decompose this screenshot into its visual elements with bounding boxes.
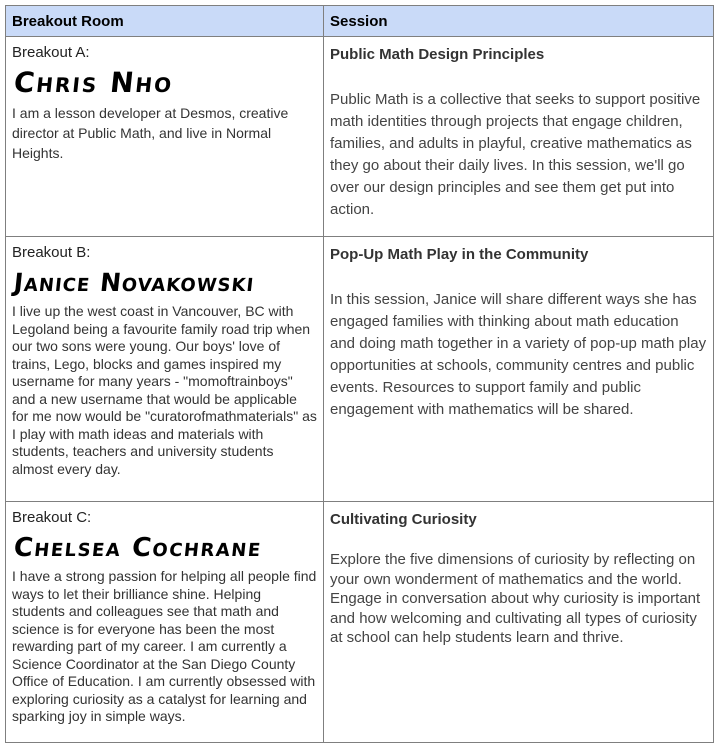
header-breakout-room: Breakout Room (6, 6, 324, 37)
speaker-bio: I am a lesson developer at Desmos, creative director at Public Math, and live in Normal Heights. (12, 105, 289, 161)
breakout-cell (6, 502, 324, 743)
speaker-name: Chris Nho (12, 66, 176, 99)
speaker-bio: I have a strong passion for helping all people find ways to let their brilliance shine. Helping students and colleagues see that math and science is for everyone has been the most rewarding part of my career. I am currently a Science Coordinator at the San Diego County Office of Education. I am currently obsessed with exploring curiosity as a catalyst for learning and sparking joy in simple ways. (12, 568, 317, 724)
table-row (6, 502, 714, 743)
breakout-room-label: Breakout B: (12, 244, 91, 261)
session-cell (324, 237, 714, 502)
speaker-name: Janice Novakowski (12, 268, 256, 297)
breakout-schedule-table (5, 5, 714, 743)
table-row (6, 37, 714, 237)
table-row (6, 237, 714, 502)
breakout-room-label: Breakout C: (12, 509, 92, 526)
session-description: Explore the five dimensions of curiosity by reflecting on your own wonderment of mathematics and the world. Engage in conversation about why curiosity is important and how welcoming and cultivating all types of curiosity at school can help students learn and thrive. (330, 551, 701, 646)
session-description: In this session, Janice will share different ways she has engaged families with thinking about math education and doing math together in a variety of pop-up math play opportunities at schools, community centres and public events. Resources to support family and public engagement with mathematics will be shared. (330, 291, 707, 418)
session-title: Public Math Design Principles (330, 46, 545, 63)
breakout-cell (6, 237, 324, 502)
session-description: Public Math is a collective that seeks to support positive math identities through projects that engage children, families, and adults in playful, creative mathematics as they go about their daily lives. In this session, we'll go over our design principles and see them get put into action. (330, 91, 701, 218)
breakout-room-label: Breakout A: (12, 44, 90, 61)
header-session: Session (324, 6, 714, 37)
session-title: Pop-Up Math Play in the Community (330, 246, 589, 263)
speaker-name: Chelsea Cochrane (12, 533, 264, 563)
session-cell (324, 37, 714, 237)
breakout-cell (6, 37, 324, 237)
session-title: Cultivating Curiosity (330, 511, 477, 528)
session-cell (324, 502, 714, 743)
speaker-bio: I live up the west coast in Vancouver, BC with Legoland being a favourite family road trip when our two sons were young. Our boys' love of trains, Lego, blocks and games inspired my username for many years - "momoftrainboys" and a new username that would be applicable for me now would be "curatorofmathmaterials" as I play with math ideas and materials with students, teachers and university students almost every day. (12, 303, 317, 477)
header-row (6, 6, 714, 37)
